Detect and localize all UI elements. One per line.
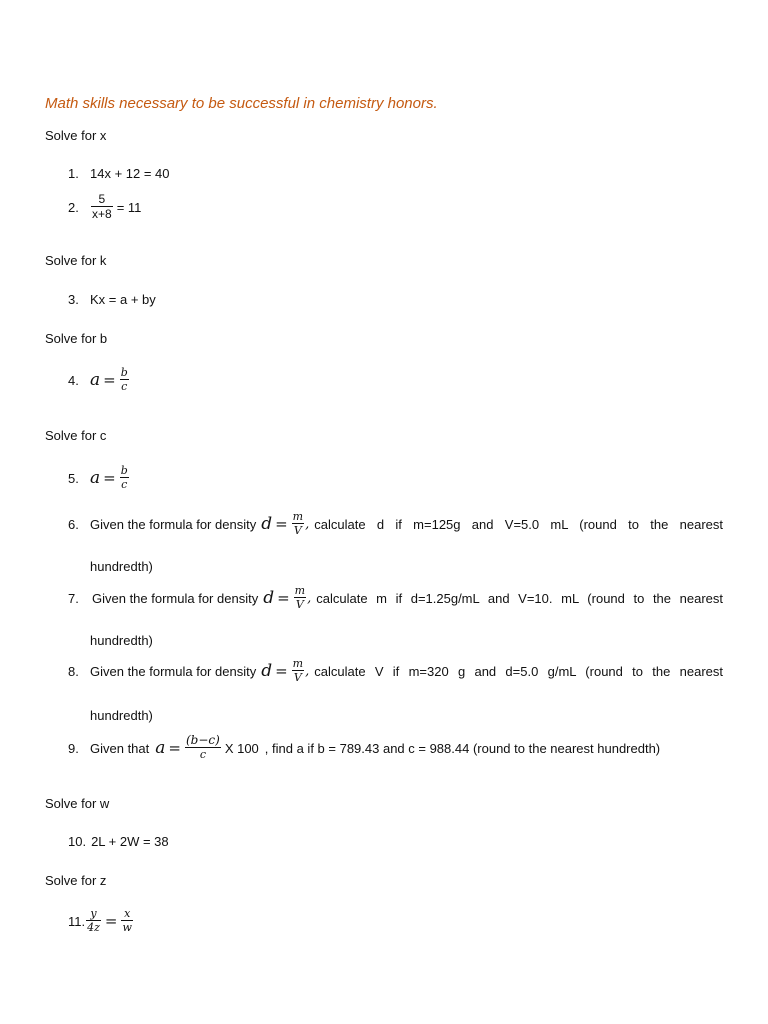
problem-number: 5. [68,470,79,486]
denominator: x+8 [92,207,112,221]
problem-number: 11. [68,913,86,929]
problem-8 [68,657,723,685]
equation-text: Kx = a + by [90,292,156,307]
denominator: V [293,671,302,684]
variable-d: d [261,661,273,681]
equals-sign: = [168,739,181,757]
comma: , [307,590,312,606]
equals-sign: = [103,469,116,487]
problem-4 [68,366,130,394]
numerator: b [120,366,128,379]
equals-sign: = [275,515,288,533]
denominator: c [121,380,128,393]
problem-7 [68,584,723,612]
problem-number: 7. [68,590,79,606]
numerator: (b−c) [185,733,220,747]
page-title: Math skills necessary to be successful in chemistry honors. [45,95,438,112]
problem-7-continuation: hundredth) [90,633,153,648]
denominator: c [199,748,206,761]
problem-number: 1. [68,166,79,181]
fraction [292,657,304,685]
problem-text-post: calculate V if m=320 g and d=5.0 g/mL (round to the nearest [314,663,723,679]
denominator: c [121,478,128,491]
problem-9 [68,734,660,762]
problem-text-pre: Given the formula for density [92,590,259,606]
problem-2 [68,193,141,221]
numerator: m [294,584,306,597]
problem-text-pre: Given that [90,740,150,756]
equals-sign: = [103,371,116,389]
denominator: w [122,921,132,934]
fraction [120,464,129,492]
problem-1 [68,166,170,181]
fraction [120,366,129,394]
numerator: b [120,464,128,477]
variable-d: d [261,514,273,534]
times-100: X 100 [224,740,259,756]
problem-6-continuation: hundredth) [90,559,153,574]
equation-text: 14x + 12 = 40 [90,166,170,181]
numerator: m [292,510,304,523]
problem-number: 10. [68,834,87,849]
comma: , [305,663,310,679]
problem-10 [68,834,169,849]
problem-text-post: calculate m if d=1.25g/mL and V=10. mL (round to the nearest [316,590,723,606]
numerator: 5 [98,192,106,206]
problem-text-pre: Given the formula for density [90,663,257,679]
denominator: V [293,524,302,537]
heading-solve-for-z: Solve for z [45,873,107,888]
problem-text-post: calculate d if m=125g and V=5.0 mL (round to the nearest [314,516,723,532]
heading-solve-for-x: Solve for x [45,128,107,143]
problem-3 [68,292,156,307]
numerator: y [90,907,97,920]
problem-number: 9. [68,740,79,756]
problem-number: 6. [68,516,79,532]
problem-text-pre: Given the formula for density [90,516,257,532]
equation-rest: = 11 [116,199,142,215]
problem-5 [68,464,130,492]
equals-sign: = [104,912,118,930]
denominator: V [295,598,304,611]
variable-a: a [155,738,166,758]
equals-sign: = [277,589,290,607]
numerator: x [124,907,131,920]
problem-6 [68,510,723,538]
heading-solve-for-k: Solve for k [45,253,107,268]
heading-solve-for-b: Solve for b [45,331,108,346]
variable-a: a [90,370,101,390]
problem-8-continuation: hundredth) [90,708,153,723]
problem-number: 4. [68,372,79,388]
numerator: m [292,657,304,670]
fraction [185,734,221,762]
fraction [294,584,306,612]
variable-d: d [263,588,275,608]
problem-number: 3. [68,292,79,307]
variable-a: a [90,468,101,488]
problem-number: 8. [68,663,79,679]
equation-text: 2L + 2W = 38 [91,834,169,849]
denominator: 4z [87,921,100,934]
fraction-left [86,907,101,935]
fraction-right [121,907,132,935]
comma: , [305,516,310,532]
problem-text-post: , find a if b = 789.43 and c = 988.44 (round to the nearest hundredth) [264,740,661,756]
problem-number: 2. [68,199,79,215]
heading-solve-for-c: Solve for c [45,428,107,443]
equals-sign: = [275,662,288,680]
heading-solve-for-w: Solve for w [45,796,110,811]
problem-11 [68,907,134,935]
fraction [292,510,304,538]
fraction [91,193,113,221]
